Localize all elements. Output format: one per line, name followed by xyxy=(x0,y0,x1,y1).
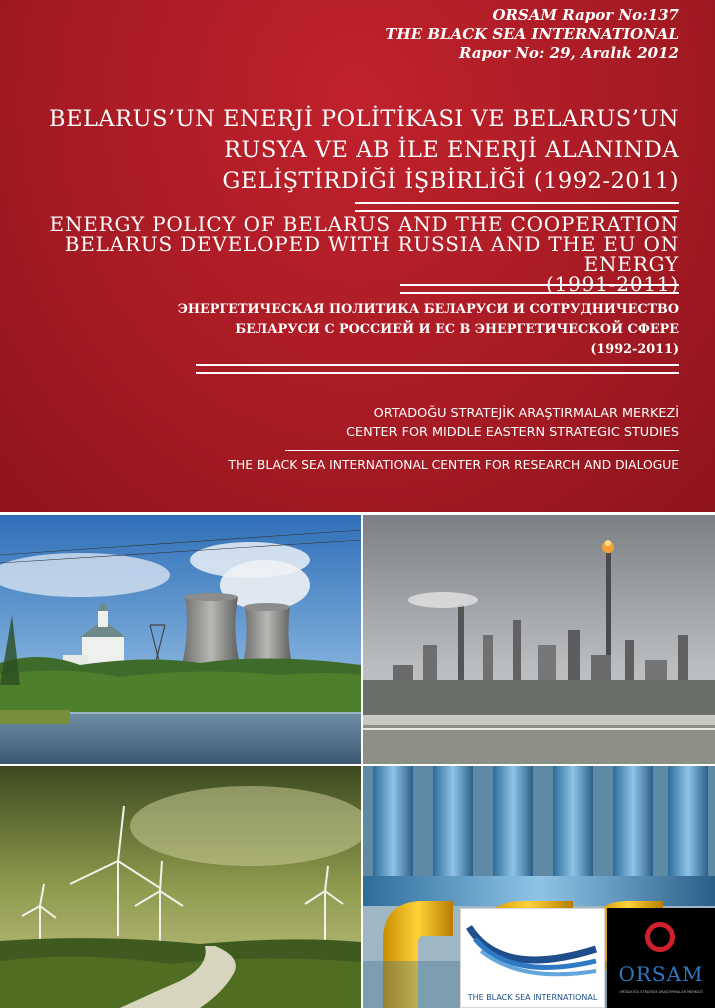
title-ru-line: (1992-2011) xyxy=(590,342,679,357)
orsam-label: ORSAM xyxy=(618,962,704,986)
title-tr-line: GELİŞTİRDİĞİ İŞBİRLİĞİ (1992-2011) xyxy=(222,168,679,194)
title-turkish xyxy=(49,104,679,197)
title-ru-line: БЕЛАРУСИ С РОССИЕЙ И ЕС В ЭНЕРГЕТИЧЕСКОЙ СФЕРЕ xyxy=(235,322,679,337)
title-en-line: (1991-2011) xyxy=(546,272,679,296)
report-number: ORSAM Rapor No:137 xyxy=(492,6,679,24)
report-series: THE BLACK SEA INTERNATIONAL xyxy=(385,25,679,43)
divider xyxy=(196,364,679,374)
title-tr-line: BELARUS’UN ENERJİ POLİTİKASI VE BELARUS’UN xyxy=(49,106,679,132)
title-en-line: BELARUS DEVELOPED WITH RUSSIA AND THE EU ON ENERGY xyxy=(64,232,679,276)
title-english xyxy=(0,214,679,294)
org-name: CENTER FOR MIDDLE EASTERN STRATEGIC STUDIES xyxy=(346,425,679,440)
report-date: Rapor No: 29, Aralık 2012 xyxy=(459,44,679,62)
title-en-line: ENERGY POLICY OF BELARUS AND THE COOPERATION xyxy=(49,212,679,236)
title-tr-line: RUSYA VE AB İLE ENERJİ ALANINDA xyxy=(223,137,679,163)
title-ru-line: ЭНЕРГЕТИЧЕСКАЯ ПОЛИТИКА БЕЛАРУСИ И СОТРУДНИЧЕСТВО xyxy=(177,302,679,317)
nuclear-plant-photo xyxy=(0,515,361,764)
divider xyxy=(355,202,679,212)
wave-logo-icon xyxy=(461,909,604,987)
refinery-photo xyxy=(363,515,715,764)
orsam-logo xyxy=(607,908,715,1008)
divider xyxy=(400,284,679,294)
org-name: ORTADOĞU STRATEJİK ARAŞTIRMALAR MERKEZİ xyxy=(373,406,679,421)
divider xyxy=(285,450,679,451)
organizations xyxy=(346,404,679,442)
report-info xyxy=(385,6,679,63)
title-russian xyxy=(178,300,679,360)
orsam-ring-icon xyxy=(645,922,675,952)
orsam-sub-label: ORTADOĞU STRATEJİK ARAŞTIRMALAR MERKEZİ xyxy=(619,990,703,994)
org-name: THE BLACK SEA INTERNATIONAL CENTER FOR RESEARCH AND DIALOGUE xyxy=(228,458,679,472)
blacksea-logo xyxy=(460,908,605,1008)
blacksea-label: THE BLACK SEA INTERNATIONAL xyxy=(467,993,598,1002)
wind-turbines-photo xyxy=(0,766,361,1008)
